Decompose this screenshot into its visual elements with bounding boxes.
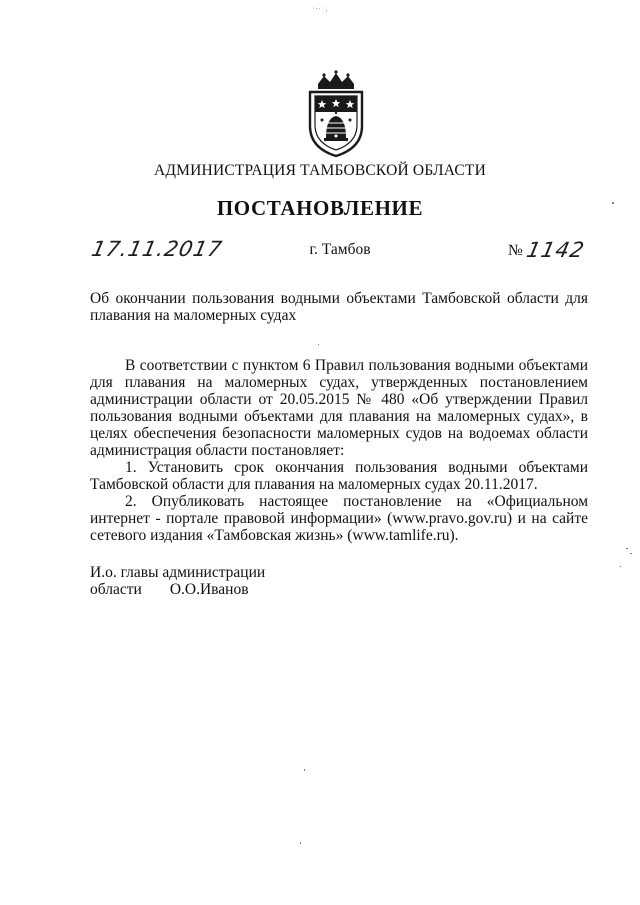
handwritten-date: 17.11.2017 bbox=[89, 237, 225, 261]
document-number bbox=[508, 238, 587, 262]
scan-speck bbox=[304, 769, 305, 771]
tambov-coat-of-arms-icon bbox=[300, 70, 372, 158]
document-body bbox=[90, 357, 588, 544]
number-sign: № bbox=[508, 242, 523, 259]
organization-title: АДМИНИСТРАЦИЯ ТАМБОВСКОЙ ОБЛАСТИ bbox=[154, 162, 486, 179]
scan-speck bbox=[630, 553, 632, 554]
handwritten-number: 1142 bbox=[524, 238, 587, 262]
city-label: г. Тамбов bbox=[309, 241, 371, 258]
scan-speck bbox=[300, 842, 301, 844]
item-2-paragraph: 2. Опубликовать настоящее постановление на «Официальном интернет - портале правовой информации» (www.pravo.gov.ru) и на сайте сетевого издания «Тамбовская жизнь» (www.tamlife.ru). bbox=[90, 493, 588, 544]
signatory-line-2 bbox=[90, 581, 265, 598]
scan-speck bbox=[620, 566, 621, 567]
scan-mark: ·∙∙·, bbox=[312, 4, 329, 13]
item-1-paragraph: 1. Установить срок окончания пользования водными объектами Тамбовской области для плавания на маломерных судах 20.11.2017. bbox=[90, 459, 588, 493]
document-type-heading: ПОСТАНОВЛЕНИЕ bbox=[216, 196, 424, 220]
document-subject: Об окончании пользования водными объектами Тамбовской области для плавания на маломерных судах bbox=[90, 290, 588, 324]
scan-speck bbox=[318, 344, 319, 345]
signatory-name: О.О.Иванов bbox=[169, 581, 249, 598]
preamble-paragraph: В соответствии с пунктом 6 Правил пользования водными объектами для плавания на маломерных судах, утвержденных постановлением администрации области от 20.05.2015 № 480 «Об утверждении Правил пользования водными объектами для плавания на маломерных судах», в целях обеспечения безопасности маломерных судов на водоемах области администрация области постановляет: bbox=[90, 357, 588, 459]
scan-speck bbox=[626, 548, 628, 549]
signatory-position-cont: области bbox=[90, 581, 142, 598]
signatory-position: И.о. главы администрации bbox=[90, 564, 266, 581]
signature-block bbox=[90, 564, 265, 598]
scan-speck bbox=[612, 202, 614, 204]
